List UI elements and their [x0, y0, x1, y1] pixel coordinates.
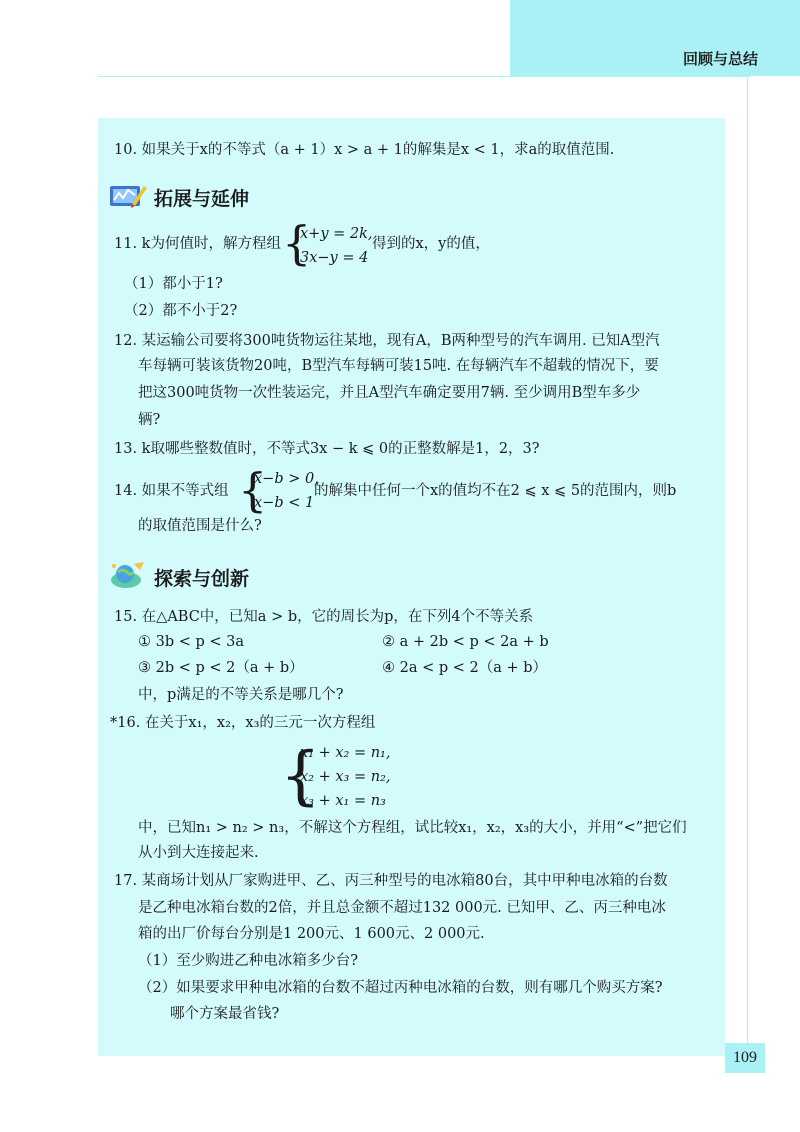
q11-part-2: （2）都不小于2? [124, 303, 238, 319]
pencil-chart-icon [108, 180, 148, 210]
question-17-line-3: 箱的出厂价每台分别是1 200元、1 600元、2 000元. [138, 926, 485, 942]
q15-option-3: ③ 2b < p < 2（a + b） [138, 660, 304, 676]
q14-eq2: x−b < 1 [254, 495, 315, 511]
q15-option-2: ② a + 2b < p < 2a + b [382, 634, 549, 650]
q16-equations [300, 741, 390, 813]
q16-line-2: 从小到大连接起来. [138, 845, 259, 861]
question-17-line-2: 是乙种电冰箱台数的2倍，并且总金额不超过132 000元. 已知甲、乙、丙三种电冰 [138, 900, 666, 916]
question-17-line-1: 17. 某商场计划从厂家购进甲、乙、丙三种型号的电冰箱80台，其中甲种电冰箱的台数 [114, 873, 668, 889]
q11-eq2: 3x−y = 4 [300, 250, 369, 266]
q15-option-4: ④ 2a < p < 2（a + b） [382, 660, 548, 676]
question-14: 14. 如果不等式组 [114, 483, 229, 499]
margin-rule [747, 76, 748, 1066]
globe-explore-icon [108, 560, 148, 590]
q16-eq1: x₁ + x₂ = n₁, [300, 745, 391, 761]
q11-eq1: x+y = 2k, [300, 226, 373, 242]
page-number: 109 [733, 1049, 757, 1066]
question-10: 10. 如果关于x的不等式（a + 1）x > a + 1的解集是x < 1，求a的取值范围. [114, 142, 615, 158]
q17-part-2: （2）如果要求甲种电冰箱的台数不超过丙种电冰箱的台数，则有哪几个购买方案? [138, 980, 663, 996]
q17-part-1: （1）至少购进乙种电冰箱多少台? [138, 953, 358, 969]
question-11 [114, 234, 281, 254]
question-12-line-4: 辆? [138, 412, 161, 428]
section-extend-title: 拓展与延伸 [154, 188, 250, 210]
section-explore-title: 探索与创新 [154, 568, 250, 590]
q11-stem: 11. k为何值时，解方程组 [114, 236, 281, 252]
header-tab [510, 0, 800, 76]
q16-line-1: 中，已知n₁ > n₂ > n₃，不解这个方程组，试比较x₁，x₂，x₃的大小，并用“<”把它们 [138, 820, 687, 836]
header-rule [98, 76, 750, 77]
q11-brace: { [282, 216, 312, 270]
q16-eq2: x₂ + x₃ = n₂, [300, 769, 391, 785]
q14-line-2: 的取值范围是什么? [138, 518, 262, 534]
question-12-line-2: 车每辆可装该货物20吨，B型汽车每辆可装15吨. 在每辆汽车不超载的情况下，要 [138, 358, 659, 374]
q11-tail: 得到的x，y的值， [372, 236, 490, 252]
q14-eq1: x−b > 0, [254, 471, 319, 487]
question-12-line-1: 12. 某运输公司要将300吨货物运往某地，现有A，B两种型号的汽车调用. 已知A型汽 [114, 333, 660, 349]
q14-equations [254, 467, 319, 515]
q16-brace: { [280, 739, 321, 813]
question-15: 15. 在△ABC中，已知a > b，它的周长为p，在下列4个不等关系 [114, 609, 534, 625]
q11-part-1: （1）都小于1? [124, 276, 223, 292]
chapter-title: 回顾与总结 [682, 50, 758, 68]
q17-part-2-cont: 哪个方案最省钱? [170, 1006, 280, 1022]
page-number-box [725, 1043, 765, 1073]
q15-option-1: ① 3b < p < 3a [138, 634, 245, 650]
question-12-line-3: 把这300吨货物一次性装运完，并且A型汽车确定要用7辆. 至少调用B型车多少 [138, 385, 641, 401]
question-16: *16. 在关于x₁，x₂，x₃的三元一次方程组 [110, 715, 376, 731]
q15-tail: 中，p满足的不等关系是哪几个? [138, 687, 344, 703]
q14-tail: 的解集中任何一个x的值均不在2 ⩽ x ⩽ 5的范围内，则b [314, 483, 677, 499]
q16-eq3: x₃ + x₁ = n₃ [300, 793, 386, 809]
q11-equations [300, 222, 373, 270]
question-13: 13. k取哪些整数值时，不等式3x − k ⩽ 0的正整数解是1，2，3? [114, 441, 540, 457]
q14-brace: { [238, 463, 268, 517]
